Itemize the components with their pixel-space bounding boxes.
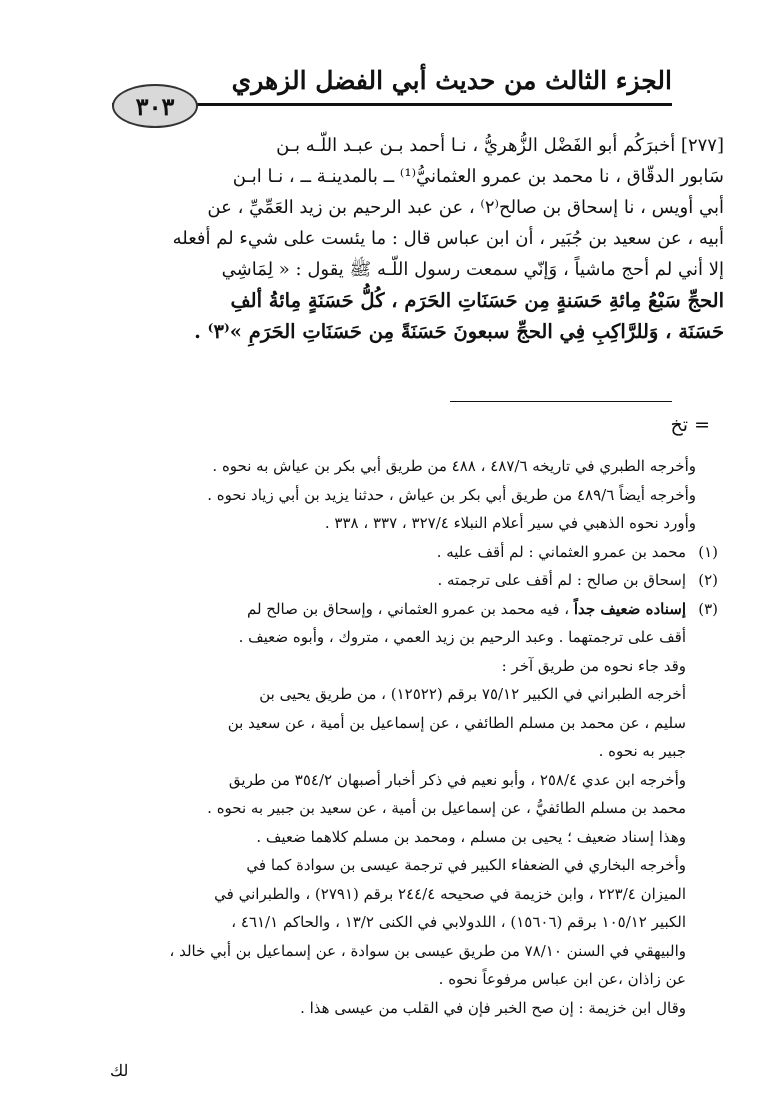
footnote-line: [116, 880, 718, 909]
footnote-text: عن زاذان ،عن ابن عباس مرفوعاً نحوه .: [438, 970, 686, 988]
page-number: ٣٠٣: [135, 91, 175, 121]
footnote-line: [116, 623, 718, 652]
footnote-text: محمد بن مسلم الطائفيُّ ، عن إسماعيل بن أمية ، عن سعيد بن جبير به نحوه .: [207, 799, 686, 817]
text-line: سَابور الدقّاق ، نا محمد بن عمرو العثمانيُّ⁽¹⁾ ــ بالمدينـة ــ ، نـا ابـن: [232, 166, 724, 187]
text-line: إلا أني لم أحج ماشياً ، وَإنّي سمعت رسول اللّـه ﷺ يقول : « لِمَاشِي: [221, 259, 724, 280]
footnote-line: [116, 937, 718, 966]
footnote-line: [116, 965, 718, 994]
header-title: الجزء الثالث من حديث أبي الفضل الزهري: [231, 66, 672, 95]
footnote-text: جبير به نحوه .: [598, 742, 686, 760]
footnote-text: وقد جاء نحوه من طريق آخر :: [501, 656, 686, 675]
footnote-1: [116, 538, 718, 567]
footnote-line: [116, 823, 718, 852]
footnote-text: سليم ، عن محمد بن مسلم الطائفي ، عن إسماعيل بن أمية ، عن سعيد بن: [227, 713, 686, 732]
footnote-line: [116, 652, 718, 681]
footnote-verdict: إسناده ضعيف جداً: [573, 599, 686, 618]
page-end-mark: لك: [110, 1061, 129, 1080]
footnote-text: أخرجه الطبراني في الكبير ٧٥/١٢ برقم (١٢٥٢٢) ، من طريق يحيى بن: [259, 685, 686, 703]
footnote-text: والبيهقي في السنن ٧٨/١٠ من طريق عيسى بن سوادة ، عن إسماعيل بن أبي خالد ،: [169, 941, 686, 960]
text-line: [٢٧٧] أخبرَكُم أبو الفَضْل الزُّهريُّ ، نـا أحمد بـن عبـد اللّـه بـن: [276, 135, 724, 156]
takhrij-mark: = تخ: [670, 414, 710, 436]
footnote-text: محمد بن عمرو العثماني : لم أقف عليه .: [436, 542, 686, 561]
text-line: أبيه ، عن سعيد بن جُبَير ، أن ابن عباس قال : ما يئست على شيء لم أفعله: [172, 228, 724, 249]
footnote-text: وأخرجه ابن عدي ٢٥٨/٤ ، وأبو نعيم في ذكر أخبار أصبهان ٣٥٤/٢ من طريق: [228, 770, 686, 789]
text-line: حَسَنَة ، وَللرَّاكِبِ فِي الحجِّ سبعونَ حَسَنَةً مِن حَسَنَاتِ الحَرَمِ »⁽٣⁾ .: [194, 320, 724, 343]
footnote-text: الميزان ٢٢٣/٤ ، وابن خزيمة في صحيحه ٢٤٤/٤ برقم (٢٧٩١) ، والطبراني في: [214, 884, 686, 903]
footnote-text: وهذا إسناد ضعيف ؛ يحيى بن مسلم ، ومحمد بن مسلم كلاهما ضعيف .: [256, 827, 686, 846]
footnote-separator: [450, 401, 672, 402]
footnote-line: وأخرجه أيضاً ٤٨٩/٦ من طريق أبي بكر بن عياش ، حدثنا يزيد بن أبي زياد نحوه .: [207, 485, 696, 504]
footnote-text: وأخرجه البخاري في الضعفاء الكبير في ترجمة عيسى بن سوادة كما في: [246, 856, 686, 874]
footnote-number: (٣): [698, 599, 718, 618]
footnote-line: [116, 680, 718, 709]
footnote-line: [116, 851, 718, 880]
text-line: أبي أويس ، نا إسحاق بن صالح⁽٢⁾ ، عن عبد الرحيم بن زيد العَمِّيِّ ، عن: [207, 197, 724, 218]
footnote-line: وأخرجه الطبري في تاريخه ٤٨٧/٦ ، ٤٨٨ من طريق أبي بكر بن عياش به نحوه .: [212, 457, 696, 475]
footnote-text: ، فيه محمد بن عمرو العثماني ، وإسحاق بن صالح لم: [246, 599, 574, 618]
hadith-text: [110, 130, 724, 347]
footnote-line: [116, 994, 718, 1023]
footnote-number: (٢): [698, 571, 718, 589]
footnote-line: [116, 794, 718, 823]
footnote-text: وقال ابن خزيمة : إن صح الخبر فإن في القلب من عيسى هذا .: [300, 998, 686, 1017]
page-number-badge: [112, 84, 198, 128]
footnote-2: [116, 566, 718, 595]
footnote-line: [116, 908, 718, 937]
footnote-number: (١): [698, 542, 718, 561]
footnote-line: [116, 709, 718, 738]
footnote-text: إسحاق بن صالح : لم أقف على ترجمته .: [437, 571, 686, 589]
footnote-text: الكبير ١٠٥/١٢ برقم (١٥٦٠٦) ، اللدولابي في الكنى ١٣/٢ ، والحاكم ٤٦١/١ ،: [231, 913, 686, 931]
footnote-line: [116, 737, 718, 766]
text-line: الحجِّ سَبْعُ مِائةِ حَسَنةٍ مِن حَسَنَاتِ الحَرَم ، كُلُّ حَسَنَةٍ مِائةُ ألفِ: [230, 289, 724, 312]
footnote-line: [116, 766, 718, 795]
footnotes: [116, 452, 718, 1022]
footnote-3: [116, 595, 718, 624]
footnote-line: وأورد نحوه الذهبي في سير أعلام النبلاء ٣٢٧/٤ ، ٣٣٧ ، ٣٣٨ .: [324, 514, 696, 532]
footnote-text: أقف على ترجمتهما . وعبد الرحيم بن زيد العمي ، متروك ، وأبوه ضعيف .: [238, 628, 686, 646]
